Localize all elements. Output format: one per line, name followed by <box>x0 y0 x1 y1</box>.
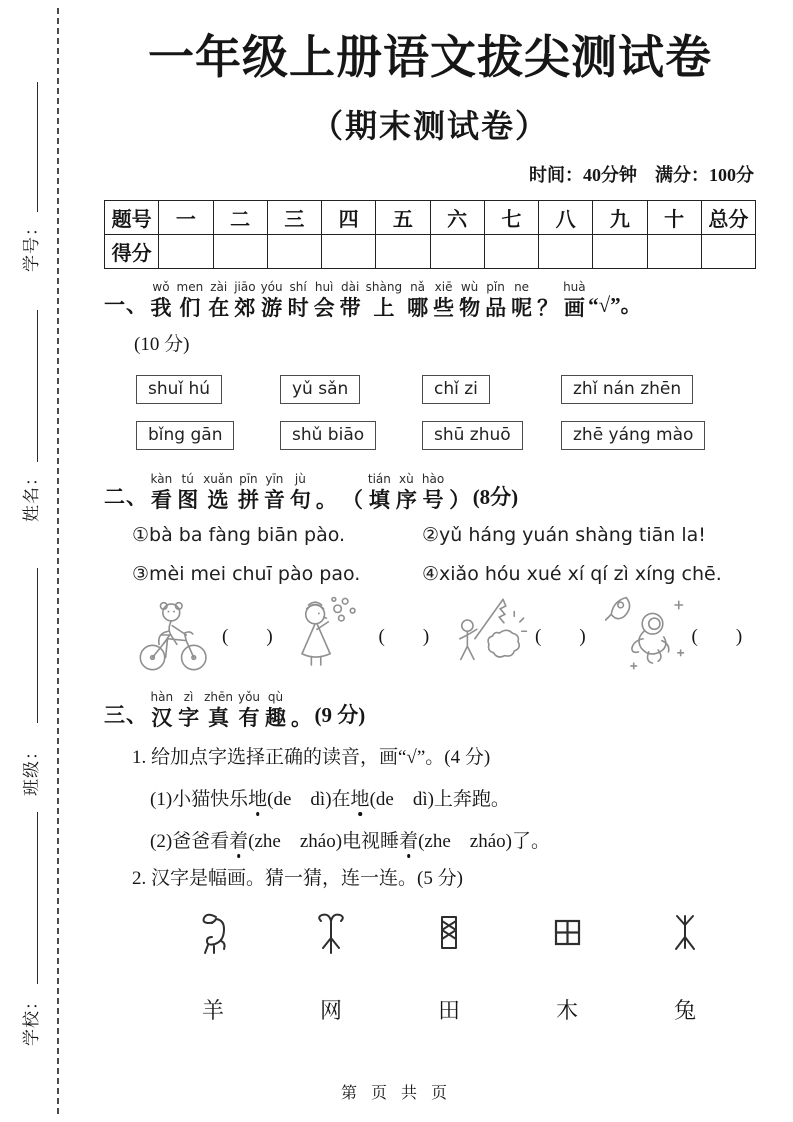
character-field: 田 <box>437 998 460 1024</box>
score-cell <box>701 234 755 268</box>
answer-bracket-1: ( ) <box>222 626 273 648</box>
seal-dashed-line <box>57 8 59 1114</box>
pinyin-box-yusan: yǔ sǎn <box>280 375 360 404</box>
question3-score: (9 分) <box>314 703 366 728</box>
score-cell <box>593 234 647 268</box>
question1-checkmark-suffix: “√”。 <box>588 292 642 317</box>
pictograph-rabbit-icon <box>192 910 234 956</box>
student-name-label: 姓名： <box>22 468 41 522</box>
character-wood: 木 <box>555 998 578 1024</box>
class-blank-line <box>37 568 38 723</box>
score-table-header-cell: 八 <box>539 200 593 234</box>
score-table-header-cell: 六 <box>430 200 484 234</box>
score-cell <box>376 234 430 268</box>
student-id-blank-line <box>37 82 38 212</box>
pinyin-box-binggan: bǐng gān <box>136 421 234 450</box>
score-table-header-cell: 一 <box>159 200 213 234</box>
paper-content <box>104 28 756 1025</box>
character-row <box>154 994 744 1025</box>
score-cell <box>213 234 267 268</box>
character-rabbit: 兔 <box>673 998 696 1024</box>
pictograph-tree-icon <box>664 910 706 956</box>
score-cell <box>430 234 484 268</box>
score-cell <box>484 234 538 268</box>
score-cell <box>267 234 321 268</box>
score-table-header-cell: 题号 <box>105 200 159 234</box>
score-table-header-cell: 总分 <box>701 200 755 234</box>
option-4: ④xiǎo hóu xué xí qí zì xíng chē. <box>422 562 722 585</box>
score-cell <box>322 234 376 268</box>
pictograph-sheep-icon <box>310 910 352 956</box>
score-cell <box>539 234 593 268</box>
question3-sub1-item2: (2)爸爸看着(zhe zháo)电视睡着(zhe zháo)了。 <box>150 831 550 853</box>
monkey-bicycle-image <box>130 591 220 679</box>
question1-number: 一、 <box>104 292 148 317</box>
question2-pictures <box>104 591 756 679</box>
question3-sub1-label: 1. 给加点字选择正确的读音，画“√”。(4 分) <box>132 747 491 769</box>
character-net: 网 <box>319 998 342 1024</box>
score-table-header-cell: 七 <box>484 200 538 234</box>
question2-options <box>132 524 756 585</box>
score-table <box>104 200 756 269</box>
school-label: 学校： <box>22 992 41 1046</box>
student-id-label: 学号： <box>22 218 41 272</box>
score-table-header-cell: 三 <box>267 200 321 234</box>
pinyin-box-row-2 <box>104 415 756 461</box>
score-table-header-cell: 五 <box>376 200 430 234</box>
class-label: 班级： <box>22 742 41 796</box>
picture-group-1 <box>130 591 287 679</box>
pinyin-box-zhinanzhen: zhǐ nán zhēn <box>561 375 693 404</box>
page-footer: 第 页 共 页 <box>340 1085 452 1102</box>
question3-heading <box>104 691 756 732</box>
character-sheep: 羊 <box>201 998 224 1024</box>
score-cell <box>647 234 701 268</box>
pictograph-field-icon <box>546 910 588 956</box>
score-table-header-cell: 十 <box>647 200 701 234</box>
score-table-header-cell: 九 <box>593 200 647 234</box>
picture-group-2 <box>287 591 444 679</box>
score-table-score-row <box>105 234 756 268</box>
astronaut-image <box>600 591 690 679</box>
answer-bracket-3: ( ) <box>535 626 586 648</box>
picture-group-3 <box>443 591 600 679</box>
pinyin-box-zheyangmao: zhē yáng mào <box>561 421 705 450</box>
option-3: ③mèi mei chuī pào pao. <box>132 562 361 585</box>
pictograph-net-icon <box>428 910 470 956</box>
answer-bracket-2: ( ) <box>378 626 430 648</box>
question3-ruby-text: hàn 汉 zì 字 zhēn 真 yǒu 有 qù 趣 。 <box>150 689 313 730</box>
picture-group-4 <box>600 591 757 679</box>
question3-sub1-item1: (1)小猫快乐地(de dì)在地(de dì)上奔跑。 <box>150 789 510 811</box>
score-table-header-cell: 二 <box>213 200 267 234</box>
score-table-header-cell: 四 <box>322 200 376 234</box>
pinyin-box-row-1 <box>104 369 756 415</box>
question3-sub2-label: 2. 汉字是幅画。猜一猜，连一连。(5 分) <box>132 868 463 890</box>
pinyin-box-chizi: chǐ zi <box>422 375 490 404</box>
question1-heading <box>104 281 756 322</box>
question2-heading <box>104 473 756 514</box>
question2-score: (8分) <box>472 484 519 509</box>
question1-score: (10 分) <box>134 333 190 355</box>
paper-subtitle: （期末测试卷） <box>310 107 549 144</box>
option-1: ①bà ba fàng biān pào. <box>132 523 346 546</box>
school-blank-line <box>37 812 38 984</box>
score-table-header-row <box>105 200 756 234</box>
question3-number: 三、 <box>104 703 148 728</box>
question2-ruby-text: kàn 看 tú 图 xuǎn 选 pīn 拼 yīn 音 jù 句 。 （ tián 填 xù 序 hào 号 ） <box>150 471 471 512</box>
score-row-label: 得分 <box>105 234 159 268</box>
question2-number: 二、 <box>104 484 148 509</box>
paper-title: 一年级上册语文拔尖测试卷 <box>148 32 712 83</box>
pictograph-row <box>154 910 744 956</box>
pinyin-box-shuzhuo: shū zhuō <box>422 421 523 450</box>
student-name-blank-line <box>37 310 38 462</box>
firecracker-image <box>443 591 533 679</box>
pinyin-box-shubiao: shǔ biāo <box>280 421 376 450</box>
option-2: ②yǔ háng yuán shàng tiān la! <box>422 523 706 546</box>
girl-bubbles-image <box>287 591 377 679</box>
time-fullscore-info: 时间：40分钟 满分：100分 <box>529 164 754 185</box>
score-cell <box>159 234 213 268</box>
pinyin-box-shuihu: shuǐ hú <box>136 375 222 404</box>
question1-ruby-text: wǒ 我 men 们 zài 在 jiāo 郊 yóu 游 shí 时 huì 会 dài 带 shàng 上 nǎ 哪 xiē 些 wù 物 pǐn 品 ne 呢 ？ huà 画 <box>150 279 586 320</box>
answer-bracket-4: ( ) <box>691 626 743 648</box>
